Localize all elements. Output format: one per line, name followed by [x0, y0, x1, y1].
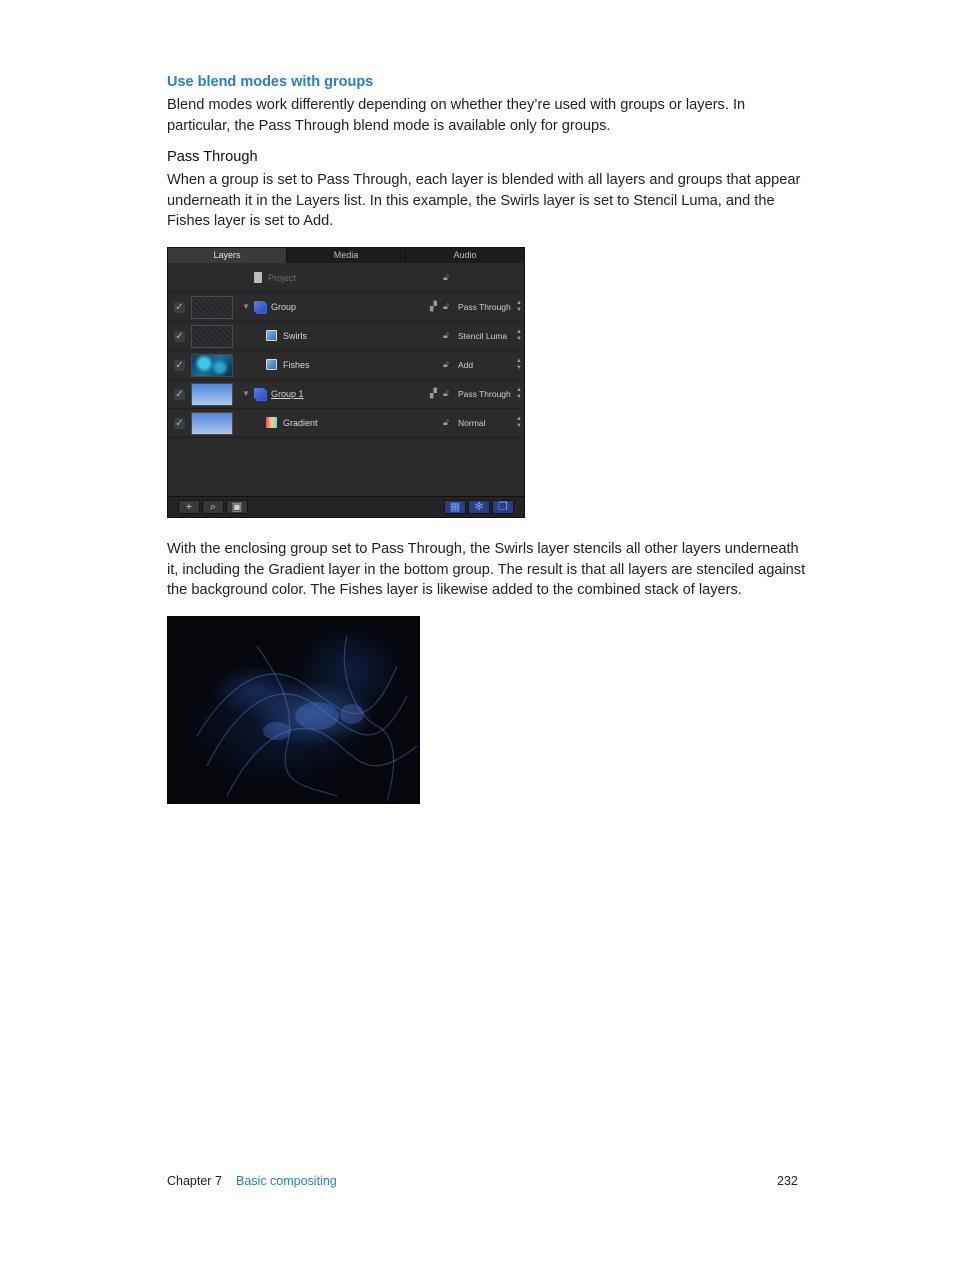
gradient-layer-icon	[266, 417, 277, 428]
lock-icon[interactable]: 🔓︎	[443, 272, 449, 282]
search-icon[interactable]: ⌕	[202, 500, 224, 514]
checkbox-icon[interactable]: ✓	[175, 302, 184, 313]
lock-icon[interactable]: 🔓︎	[443, 301, 449, 311]
layer-row-group[interactable]	[168, 293, 524, 322]
checkbox-icon[interactable]: ✓	[175, 389, 184, 400]
document-icon	[254, 272, 262, 283]
checkbox-icon[interactable]: ✓	[175, 331, 184, 342]
lock-icon[interactable]: 🔓︎	[443, 330, 449, 340]
group-icon	[254, 301, 265, 312]
isolate-icon[interactable]: ▞	[430, 388, 437, 398]
layer-name: Fishes	[283, 360, 310, 370]
image-layer-icon	[266, 359, 277, 370]
layer-thumbnail	[191, 383, 233, 406]
result-paragraph: With the enclosing group set to Pass Through, the Swirls layer stencils all other layers underneath it, including the Gradient layer in the bottom group. The result is that all layers are stenciled against the background color. The Fishes layer is likewise added to the combined stack of layers.	[167, 541, 806, 599]
thumbnail-view-icon[interactable]: ▦	[444, 500, 466, 514]
lock-icon[interactable]: 🔓︎	[443, 388, 449, 398]
layer-row-gradient[interactable]	[168, 409, 524, 438]
add-layer-button[interactable]: +	[178, 500, 200, 514]
footer-section-link[interactable]: Basic compositing	[236, 1174, 337, 1188]
group-icon	[254, 388, 265, 399]
layer-row-group-1[interactable]	[168, 380, 524, 409]
gear-icon[interactable]: ✻	[468, 500, 490, 514]
layer-name: Group 1	[271, 389, 304, 399]
updown-arrows-icon[interactable]: ▲ ▼	[516, 329, 522, 342]
layer-name: Gradient	[283, 418, 318, 428]
updown-arrows-icon[interactable]: ▲ ▼	[516, 416, 522, 429]
layer-thumbnail	[191, 296, 233, 319]
lock-icon[interactable]: 🔓︎	[443, 417, 449, 427]
project-label: Project	[268, 273, 297, 283]
layer-thumbnail	[191, 412, 233, 435]
checkbox-icon[interactable]: ✓	[175, 418, 184, 429]
layers-icon[interactable]: ❐	[492, 500, 514, 514]
layer-thumbnail	[191, 354, 233, 377]
page-number: 232	[777, 1174, 798, 1188]
blend-mode-popup[interactable]: Normal	[458, 418, 486, 428]
composite-result-image	[167, 616, 420, 804]
layers-panel	[167, 247, 525, 518]
intro-paragraph: Blend modes work differently depending on whether they’re used with groups or layers. In particular, the Pass Through blend mode is available only for groups.	[167, 97, 746, 134]
blend-mode-popup[interactable]: Pass Through	[458, 302, 511, 312]
blend-mode-popup[interactable]: Stencil Luma	[458, 331, 508, 341]
image-layer-icon	[266, 330, 277, 341]
updown-arrows-icon[interactable]: ▲ ▼	[516, 358, 522, 371]
layer-row-fishes[interactable]	[168, 351, 524, 380]
layer-name: Group	[271, 302, 297, 312]
info-icon[interactable]: ▣	[226, 500, 248, 514]
tab-audio[interactable]: Audio	[453, 250, 477, 260]
blend-mode-popup[interactable]: Add	[458, 360, 474, 370]
subheading: Pass Through	[167, 149, 258, 165]
footer-chapter: Chapter 7	[167, 1174, 222, 1188]
checkbox-icon[interactable]: ✓	[175, 360, 184, 371]
disclosure-triangle-icon[interactable]: ▼	[242, 302, 250, 311]
updown-arrows-icon[interactable]: ▲ ▼	[516, 300, 522, 313]
project-row[interactable]	[168, 264, 524, 293]
updown-arrows-icon[interactable]: ▲ ▼	[516, 387, 522, 400]
tab-layers[interactable]: Layers	[168, 248, 287, 263]
section-heading: Use blend modes with groups	[167, 74, 374, 90]
panel-footer	[168, 496, 524, 517]
tab-media[interactable]: Media	[287, 248, 406, 263]
composite-swirls-graphic	[167, 616, 420, 804]
lock-icon[interactable]: 🔓︎	[443, 359, 449, 369]
panel-tabs	[168, 248, 524, 263]
pass-through-paragraph: When a group is set to Pass Through, each layer is blended with all layers and groups that appear underneath it in the Layers list. In this example, the Swirls layer is set to Stencil Luma, and the Fishes layer is set to Add.	[167, 172, 801, 230]
layer-name: Swirls	[283, 331, 307, 341]
disclosure-triangle-icon[interactable]: ▼	[242, 389, 250, 398]
isolate-icon[interactable]: ▞	[430, 301, 437, 311]
blend-mode-popup[interactable]: Pass Through	[458, 389, 511, 399]
layer-row-swirls[interactable]	[168, 322, 524, 351]
layer-thumbnail	[191, 325, 233, 348]
